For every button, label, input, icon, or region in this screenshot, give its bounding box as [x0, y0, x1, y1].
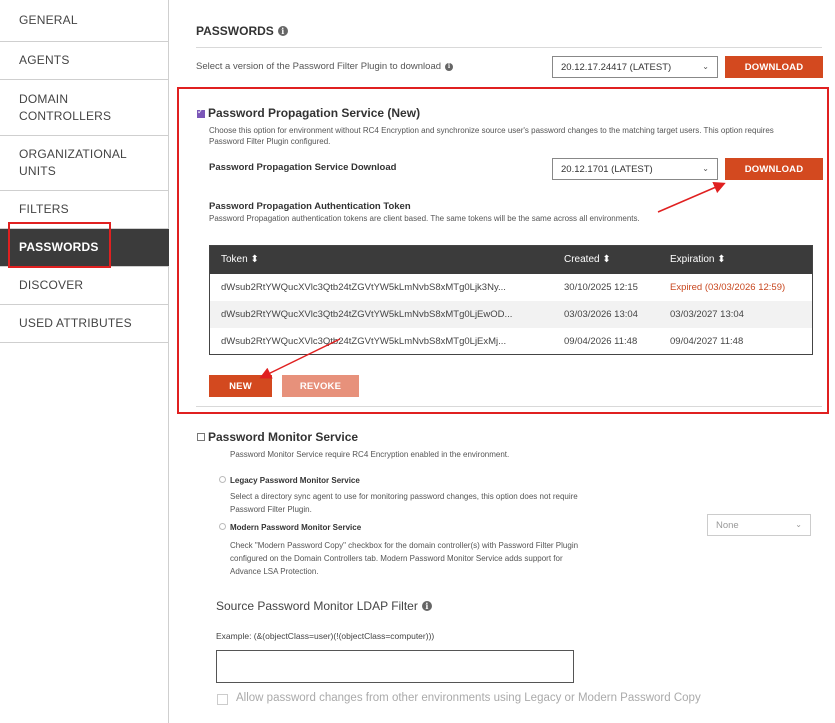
- info-icon[interactable]: i: [422, 601, 432, 611]
- sidebar-item-agents[interactable]: [0, 42, 169, 80]
- sidebar: [0, 0, 169, 723]
- sidebar-item-discover[interactable]: [0, 267, 169, 305]
- arrow-to-download: [658, 184, 723, 212]
- info-icon[interactable]: i: [445, 63, 453, 71]
- sidebar-item-label: USED ATTRIBUTES: [19, 316, 132, 330]
- column-header-expiration[interactable]: Expiration ⬍: [670, 254, 726, 265]
- propagation-download-heading: Password Propagation Service Download: [209, 162, 397, 173]
- propagation-title: Password Propagation Service (New): [208, 106, 421, 120]
- token-heading: Password Propagation Authentication Token: [209, 201, 411, 212]
- propagation-description: Choose this option for environment without RC4 Encryption and synchronize source user's password changes to the matching target users. This option requires Password Filter Plugin configured.: [209, 126, 774, 146]
- column-header-created[interactable]: Created ⬍: [564, 254, 611, 265]
- created-cell: 30/10/2025 12:15: [564, 282, 638, 293]
- expiration-cell: 03/03/2027 13:04: [670, 309, 744, 320]
- ldap-filter-input[interactable]: [216, 650, 574, 683]
- main-panel: [170, 0, 835, 723]
- page-title: PASSWORDS i: [196, 24, 288, 38]
- new-token-button[interactable]: NEW: [209, 375, 272, 397]
- sidebar-item-domain-controllers[interactable]: [0, 80, 169, 136]
- token-cell: dWsub2RtYWQucXVlc3Qtb24tZGVtYW5kLmNvbS8xMTg0LjEwOD...: [221, 309, 513, 320]
- info-icon[interactable]: i: [278, 26, 288, 36]
- modern-monitor-radio[interactable]: [219, 523, 226, 530]
- token-cell: dWsub2RtYWQucXVlc3Qtb24tZGVtYW5kLmNvbS8xMTg0LjExMj...: [221, 336, 507, 347]
- annotation-arrows: [170, 0, 835, 400]
- token-cell: dWsub2RtYWQucXVlc3Qtb24tZGVtYW5kLmNvbS8xMTg0Ljk3Ny...: [221, 282, 506, 293]
- propagation-download-button[interactable]: DOWNLOAD: [725, 158, 823, 180]
- sidebar-item-label: ORGANIZATIONAL UNITS: [19, 147, 127, 178]
- allow-password-changes-checkbox[interactable]: [217, 694, 228, 705]
- propagation-version-select[interactable]: 20.12.1701 (LATEST) ⌄: [552, 158, 718, 180]
- expiration-cell: 09/04/2027 11:48: [670, 336, 744, 347]
- column-header-token[interactable]: Token ⬍: [221, 254, 259, 265]
- chevron-down-icon: ⌄: [702, 62, 709, 71]
- legacy-monitor-title: Legacy Password Monitor Service: [230, 476, 360, 485]
- legacy-monitor-radio[interactable]: [219, 476, 226, 483]
- modern-monitor-title: Modern Password Monitor Service: [230, 523, 362, 532]
- sidebar-item-label: DISCOVER: [19, 278, 84, 292]
- created-cell: 09/04/2026 11:48: [564, 336, 638, 347]
- ldap-filter-title: Source Password Monitor LDAP Filter i: [216, 599, 432, 613]
- sidebar-item-label: GENERAL: [19, 13, 78, 27]
- plugin-version-select[interactable]: 20.12.17.24417 (LATEST) ⌄: [552, 56, 718, 78]
- monitor-agent-select[interactable]: None ⌄: [707, 514, 811, 536]
- ldap-example: Example: (&(objectClass=user)(!(objectClass=computer))): [216, 631, 435, 641]
- plugin-download-button[interactable]: DOWNLOAD: [725, 56, 823, 78]
- sidebar-item-label: FILTERS: [19, 202, 69, 216]
- divider: [196, 406, 822, 407]
- legacy-monitor-description: Select a directory sync agent to use for monitoring password changes, this option does not require Password Filter Plugin.: [230, 492, 578, 514]
- revoke-token-button[interactable]: REVOKE: [282, 375, 359, 397]
- allow-password-changes-label: Allow password changes from other environments using Legacy or Modern Password Copy: [236, 692, 701, 704]
- sidebar-item-organizational-units[interactable]: [0, 136, 169, 191]
- passwords-highlight-box: [8, 222, 111, 268]
- chevron-down-icon: ⌄: [795, 520, 802, 529]
- monitor-description: Password Monitor Service require RC4 Encryption enabled in the environment.: [230, 450, 510, 459]
- monitor-checkbox[interactable]: [197, 433, 205, 441]
- sidebar-item-label: PASSWORDS: [19, 240, 99, 254]
- sidebar-item-label: AGENTS: [19, 53, 70, 67]
- chevron-down-icon: ⌄: [702, 164, 709, 173]
- token-description: Password Propagation authentication tokens are client based. The same tokens will be the same across all environments.: [209, 214, 640, 223]
- plugin-label: Select a version of the Password Filter Plugin to download i: [196, 61, 453, 72]
- sidebar-item-general[interactable]: [0, 0, 169, 42]
- monitor-title: Password Monitor Service: [208, 430, 359, 444]
- arrow-to-new: [262, 339, 340, 377]
- created-cell: 03/03/2026 13:04: [564, 309, 638, 320]
- sidebar-item-used-attributes[interactable]: [0, 305, 169, 343]
- modern-monitor-description: Check "Modern Password Copy" checkbox for the domain controller(s) with Password Filter Plugin configured on the Domain Controllers tab. Modern Password Monitor Service adds support for Advance LSA Protection.: [230, 541, 579, 576]
- sidebar-item-label: DOMAIN CONTROLLERS: [19, 91, 112, 123]
- expiration-cell: Expired (03/03/2026 12:59): [670, 282, 786, 293]
